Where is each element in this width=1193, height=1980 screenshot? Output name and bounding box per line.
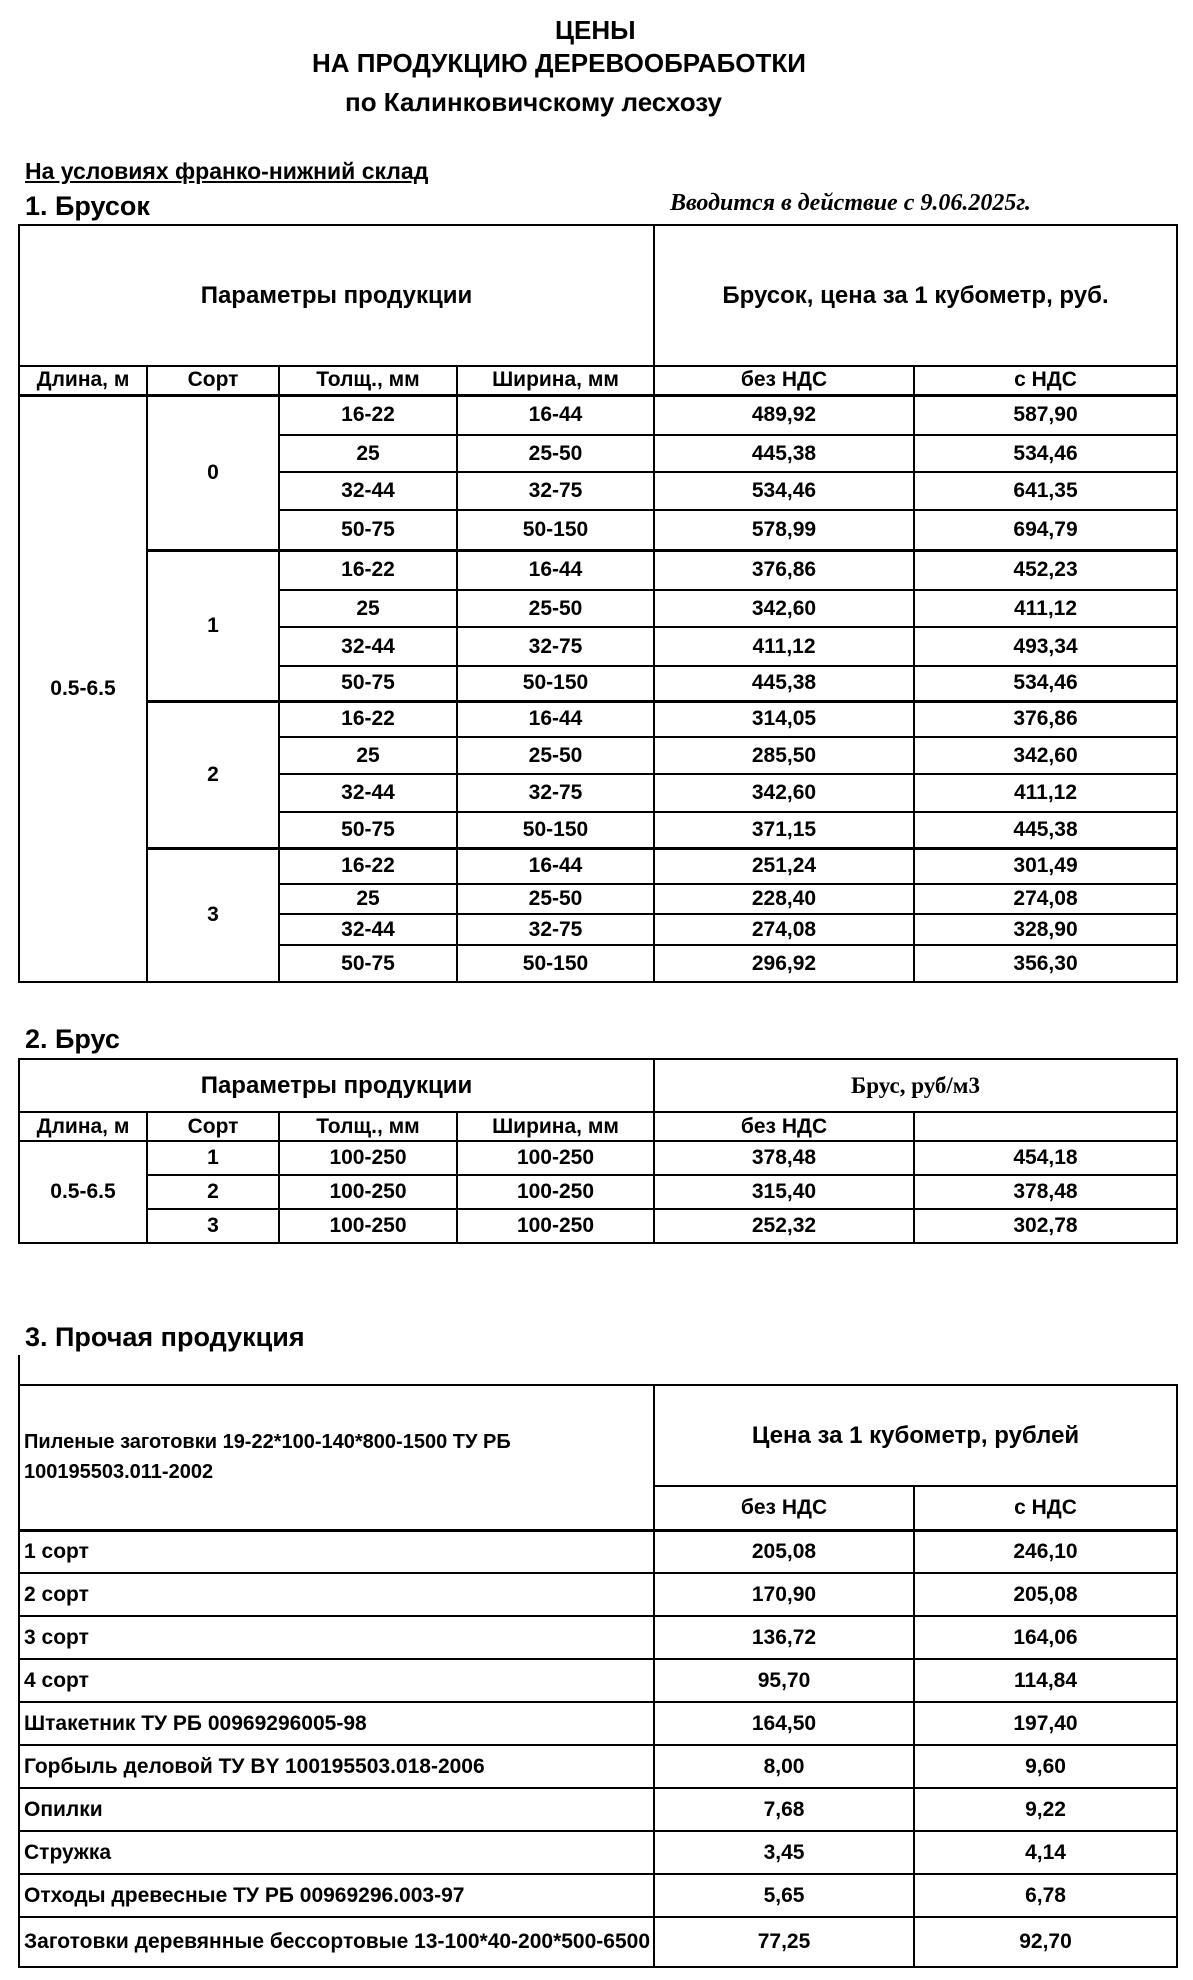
- col-header: [914, 1112, 1177, 1141]
- width-cell: 25-50: [457, 590, 654, 627]
- product-name-cell: Опилки: [19, 1788, 654, 1831]
- table-row: [19, 1659, 1177, 1702]
- width-cell: 32-75: [457, 627, 654, 666]
- width-cell: 25-50: [457, 737, 654, 774]
- price-vat-cell: 587,90: [914, 395, 1177, 435]
- grade-cell: 1: [147, 550, 279, 701]
- price-vat-cell: 302,78: [914, 1209, 1177, 1243]
- price-vat-cell: 4,14: [914, 1831, 1177, 1874]
- price-no-vat-cell: 252,32: [654, 1209, 914, 1243]
- section2-table: [18, 1058, 1178, 1244]
- s1-params-header: Параметры продукции: [19, 225, 654, 366]
- product-name-cell: Стружка: [19, 1831, 654, 1874]
- thickness-cell: 25: [279, 590, 457, 627]
- table-row: [19, 1831, 1177, 1874]
- grade-cell: 1: [147, 1141, 279, 1175]
- col-header: Толщ., мм: [279, 1112, 457, 1141]
- thickness-cell: 100-250: [279, 1141, 457, 1175]
- s2-price-header: Брус, руб/м3: [654, 1059, 1177, 1112]
- grade-cell: 3: [147, 848, 279, 982]
- section3-left-rule: [18, 1355, 20, 1385]
- price-vat-cell: 534,46: [914, 666, 1177, 701]
- product-name-cell: 3 сорт: [19, 1616, 654, 1659]
- table-row: [19, 1702, 1177, 1745]
- table-row: [19, 1141, 1177, 1175]
- product-name-cell: 4 сорт: [19, 1659, 654, 1702]
- section3-table: [18, 1384, 1178, 1968]
- table-row: [19, 1788, 1177, 1831]
- price-vat-cell: 452,23: [914, 550, 1177, 590]
- price-vat-cell: 92,70: [914, 1917, 1177, 1967]
- s1-column-headers: [19, 366, 1177, 395]
- price-vat-cell: 301,49: [914, 848, 1177, 884]
- title-line1: ЦЕНЫ: [555, 15, 636, 45]
- price-no-vat-cell: 274,08: [654, 914, 914, 945]
- product-name-cell: Штакетник ТУ РБ 00969296005-98: [19, 1702, 654, 1745]
- width-cell: 50-150: [457, 812, 654, 848]
- grade-cell: 3: [147, 1209, 279, 1243]
- price-no-vat-cell: 170,90: [654, 1573, 914, 1616]
- width-cell: 16-44: [457, 395, 654, 435]
- price-vat-cell: 205,08: [914, 1573, 1177, 1616]
- product-name-cell: Заготовки деревянные бессортовые 13-100*40-200*500-6500: [19, 1917, 654, 1967]
- thickness-cell: 32-44: [279, 627, 457, 666]
- width-cell: 100-250: [457, 1141, 654, 1175]
- price-vat-cell: 274,08: [914, 884, 1177, 914]
- width-cell: 100-250: [457, 1209, 654, 1243]
- width-cell: 50-150: [457, 945, 654, 982]
- price-vat-cell: 342,60: [914, 737, 1177, 774]
- col-header: Сорт: [147, 1112, 279, 1141]
- delivery-conditions: На условиях франко-нижний склад: [25, 158, 429, 184]
- table-row: [19, 701, 1177, 737]
- thickness-cell: 50-75: [279, 812, 457, 848]
- title-line2: НА ПРОДУКЦИЮ ДЕРЕВООБРАБОТКИ: [312, 48, 806, 78]
- thickness-cell: 16-22: [279, 848, 457, 884]
- col-header: Сорт: [147, 366, 279, 395]
- price-no-vat-cell: 77,25: [654, 1917, 914, 1967]
- width-cell: 16-44: [457, 701, 654, 737]
- section1-title: 1. Брусок: [25, 191, 150, 221]
- table-row: [19, 1917, 1177, 1967]
- price-vat-cell: 9,60: [914, 1745, 1177, 1788]
- price-no-vat-cell: 578,99: [654, 510, 914, 550]
- price-no-vat-cell: 136,72: [654, 1616, 914, 1659]
- price-vat-cell: 6,78: [914, 1874, 1177, 1917]
- price-vat-cell: 454,18: [914, 1141, 1177, 1175]
- price-no-vat-cell: 3,45: [654, 1831, 914, 1874]
- product-name-cell: Отходы древесные ТУ РБ 00969296.003-97: [19, 1874, 654, 1917]
- price-vat-cell: 445,38: [914, 812, 1177, 848]
- col-header: Длина, м: [19, 366, 147, 395]
- price-no-vat-cell: 314,05: [654, 701, 914, 737]
- price-no-vat-cell: 376,86: [654, 550, 914, 590]
- section2-title: 2. Брус: [25, 1024, 120, 1054]
- price-vat-cell: 411,12: [914, 774, 1177, 812]
- price-no-vat-cell: 251,24: [654, 848, 914, 884]
- price-vat-cell: 411,12: [914, 590, 1177, 627]
- price-no-vat-cell: 296,92: [654, 945, 914, 982]
- thickness-cell: 25: [279, 737, 457, 774]
- width-cell: 32-75: [457, 914, 654, 945]
- price-no-vat-cell: 205,08: [654, 1530, 914, 1573]
- price-no-vat-cell: 411,12: [654, 627, 914, 666]
- thickness-cell: 50-75: [279, 666, 457, 701]
- thickness-cell: 16-22: [279, 701, 457, 737]
- s3-product-header: Пиленые заготовки 19-22*100-140*800-1500 ТУ РБ 100195503.011-2002: [19, 1385, 654, 1530]
- price-no-vat-cell: 7,68: [654, 1788, 914, 1831]
- title-line3: по Калинковичскому лесхозу: [345, 87, 723, 117]
- thickness-cell: 50-75: [279, 510, 457, 550]
- section3-title: 3. Прочая продукция: [25, 1322, 305, 1352]
- width-cell: 32-75: [457, 472, 654, 510]
- price-vat-cell: 114,84: [914, 1659, 1177, 1702]
- s1-price-header: Брусок, цена за 1 кубометр, руб.: [654, 225, 1177, 366]
- thickness-cell: 16-22: [279, 395, 457, 435]
- col-header: с НДС: [914, 366, 1177, 395]
- price-no-vat-cell: 371,15: [654, 812, 914, 848]
- product-name-cell: 2 сорт: [19, 1573, 654, 1616]
- col-header: Ширина, мм: [457, 366, 654, 395]
- width-cell: 100-250: [457, 1175, 654, 1209]
- price-vat-cell: 164,06: [914, 1616, 1177, 1659]
- width-cell: 32-75: [457, 774, 654, 812]
- grade-cell: 0: [147, 395, 279, 550]
- s2-params-header: Параметры продукции: [19, 1059, 654, 1112]
- col-header: Длина, м: [19, 1112, 147, 1141]
- price-no-vat-cell: 315,40: [654, 1175, 914, 1209]
- s3-col-vat: с НДС: [914, 1486, 1177, 1530]
- price-vat-cell: 694,79: [914, 510, 1177, 550]
- price-vat-cell: 197,40: [914, 1702, 1177, 1745]
- product-name-cell: 1 сорт: [19, 1530, 654, 1573]
- price-no-vat-cell: 534,46: [654, 472, 914, 510]
- width-cell: 25-50: [457, 884, 654, 914]
- length-cell: 0.5-6.5: [19, 1141, 147, 1243]
- width-cell: 16-44: [457, 550, 654, 590]
- s3-col-no-vat: без НДС: [654, 1486, 914, 1530]
- price-no-vat-cell: 445,38: [654, 666, 914, 701]
- col-header: без НДС: [654, 1112, 914, 1141]
- product-name-cell: Горбыль деловой ТУ BY 100195503.018-2006: [19, 1745, 654, 1788]
- length-cell: 0.5-6.5: [19, 395, 147, 982]
- price-vat-cell: 356,30: [914, 945, 1177, 982]
- price-vat-cell: 328,90: [914, 914, 1177, 945]
- table-row: [19, 1530, 1177, 1573]
- price-no-vat-cell: 5,65: [654, 1874, 914, 1917]
- price-no-vat-cell: 228,40: [654, 884, 914, 914]
- price-no-vat-cell: 342,60: [654, 774, 914, 812]
- price-vat-cell: 493,34: [914, 627, 1177, 666]
- col-header: без НДС: [654, 366, 914, 395]
- grade-cell: 2: [147, 701, 279, 848]
- table-row: [19, 395, 1177, 435]
- thickness-cell: 16-22: [279, 550, 457, 590]
- price-no-vat-cell: 445,38: [654, 435, 914, 472]
- s2-column-headers: [19, 1112, 1177, 1141]
- price-no-vat-cell: 95,70: [654, 1659, 914, 1702]
- col-header: Ширина, мм: [457, 1112, 654, 1141]
- thickness-cell: 32-44: [279, 914, 457, 945]
- width-cell: 50-150: [457, 510, 654, 550]
- thickness-cell: 32-44: [279, 774, 457, 812]
- price-no-vat-cell: 342,60: [654, 590, 914, 627]
- price-no-vat-cell: 8,00: [654, 1745, 914, 1788]
- thickness-cell: 25: [279, 884, 457, 914]
- table-row: [19, 1616, 1177, 1659]
- thickness-cell: 100-250: [279, 1175, 457, 1209]
- price-vat-cell: 246,10: [914, 1530, 1177, 1573]
- price-vat-cell: 9,22: [914, 1788, 1177, 1831]
- price-no-vat-cell: 378,48: [654, 1141, 914, 1175]
- table-row: [19, 550, 1177, 590]
- table-row: [19, 1209, 1177, 1243]
- price-vat-cell: 641,35: [914, 472, 1177, 510]
- price-vat-cell: 378,48: [914, 1175, 1177, 1209]
- price-no-vat-cell: 489,92: [654, 395, 914, 435]
- table-row: [19, 1573, 1177, 1616]
- thickness-cell: 100-250: [279, 1209, 457, 1243]
- price-no-vat-cell: 285,50: [654, 737, 914, 774]
- price-no-vat-cell: 164,50: [654, 1702, 914, 1745]
- table-row: [19, 848, 1177, 884]
- thickness-cell: 32-44: [279, 472, 457, 510]
- thickness-cell: 50-75: [279, 945, 457, 982]
- price-vat-cell: 376,86: [914, 701, 1177, 737]
- effective-date: Вводится в действие с 9.06.2025г.: [670, 190, 1031, 216]
- table-row: [19, 1175, 1177, 1209]
- width-cell: 25-50: [457, 435, 654, 472]
- s3-price-header: Цена за 1 кубометр, рублей: [654, 1385, 1177, 1486]
- thickness-cell: 25: [279, 435, 457, 472]
- width-cell: 50-150: [457, 666, 654, 701]
- table-row: [19, 1874, 1177, 1917]
- table-row: [19, 1745, 1177, 1788]
- grade-cell: 2: [147, 1175, 279, 1209]
- width-cell: 16-44: [457, 848, 654, 884]
- section1-table: [18, 224, 1178, 983]
- price-vat-cell: 534,46: [914, 435, 1177, 472]
- col-header: Толщ., мм: [279, 366, 457, 395]
